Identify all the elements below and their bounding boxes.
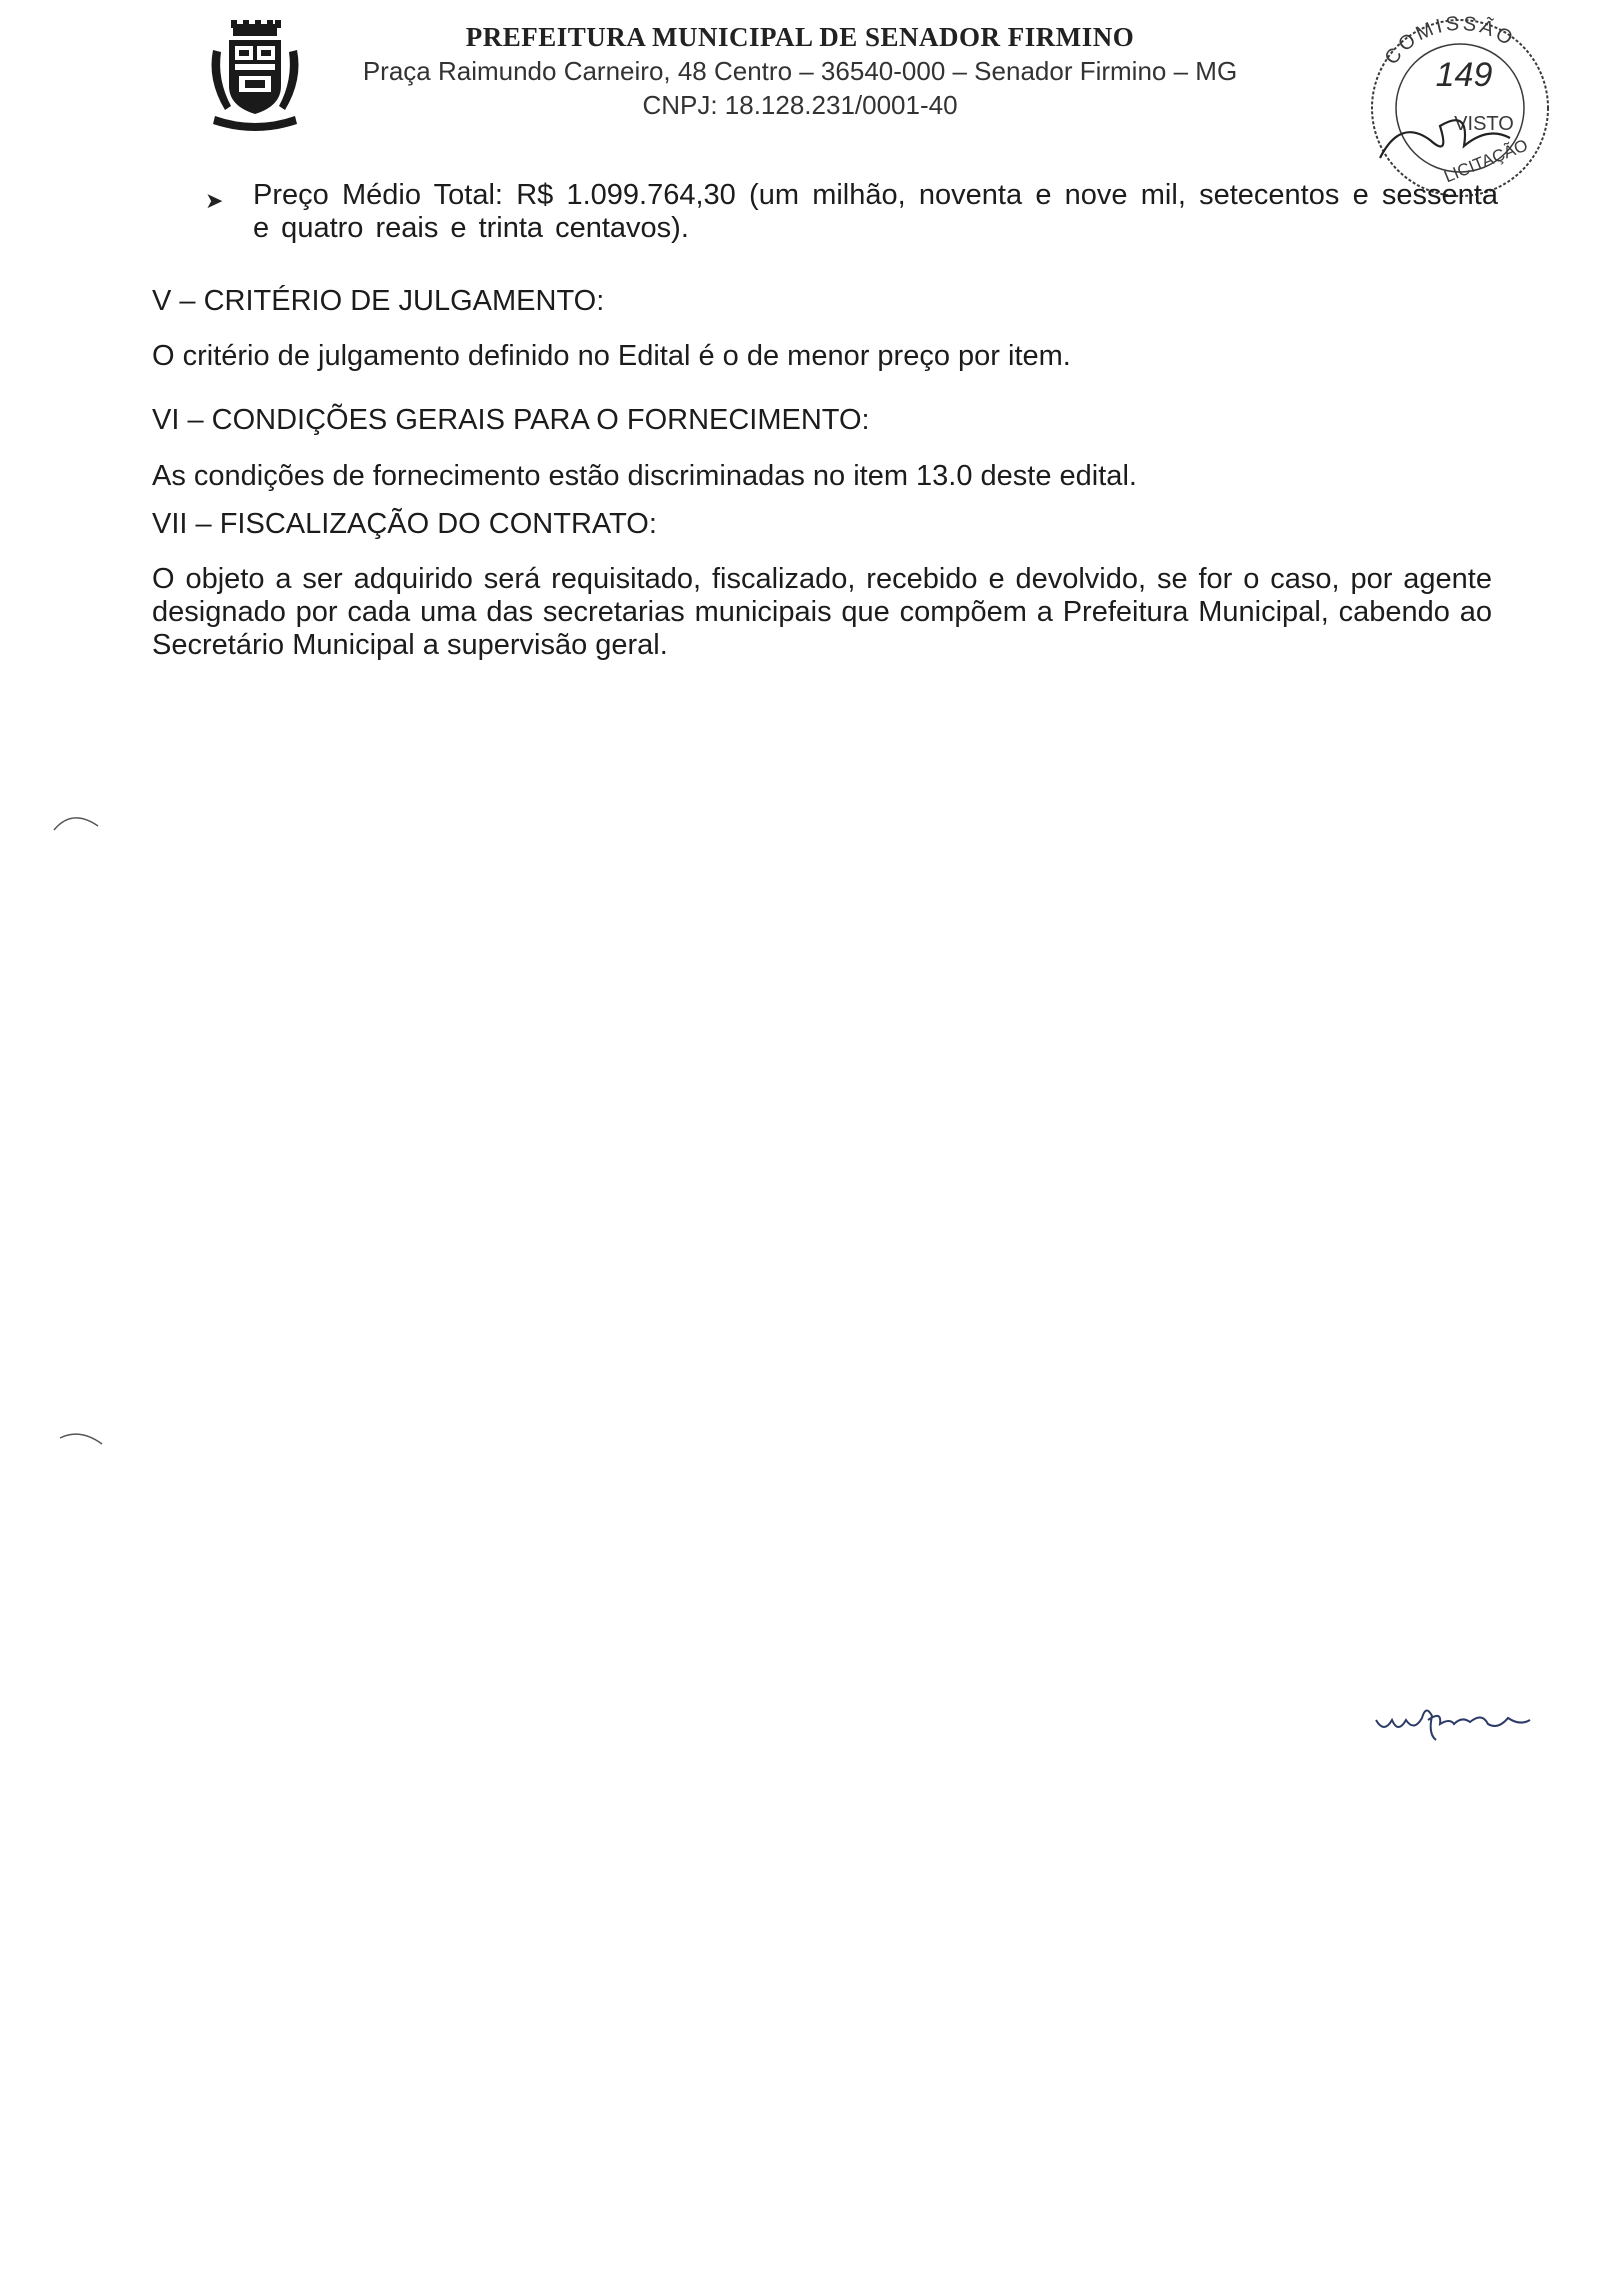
stamp-top-text: COMISSÃO: [1380, 12, 1519, 70]
section-v-text: O critério de julgamento definido no Edital é o de menor preço por item.: [152, 340, 1071, 372]
stamp-page-number: 149: [1435, 56, 1493, 94]
section-v-heading: V – CRITÉRIO DE JULGAMENTO:: [152, 285, 605, 317]
header-cnpj: CNPJ: 18.128.231/0001-40: [642, 90, 958, 120]
handwritten-initials-icon: [1370, 1690, 1540, 1750]
header-title: PREFEITURA MUNICIPAL DE SENADOR FIRMINO: [465, 22, 1135, 52]
section-vi-heading: VI – CONDIÇÕES GERAIS PARA O FORNECIMENTO:: [152, 404, 870, 436]
header-address: Praça Raimundo Carneiro, 48 Centro – 36540-000 – Senador Firmino – MG: [362, 56, 1238, 86]
stamp-visto: VISTO: [1454, 113, 1514, 135]
bullet-arrow-icon: ➤: [205, 188, 224, 213]
stamp-bottom-text: LICITAÇÃO: [1441, 135, 1531, 187]
average-price-total: Preço Médio Total: R$ 1.099.764,30 (um milhão, noventa e nove mil, setecentos e sessenta e quatro reais e trinta centavos).: [253, 179, 1498, 244]
margin-mark-bottom: [58, 1428, 104, 1448]
section-vii-heading: VII – FISCALIZAÇÃO DO CONTRATO:: [152, 508, 657, 540]
section-vii-text: O objeto a ser adquirido será requisitado, fiscalizado, recebido e devolvido, se for o caso, por agente designado por cada uma das secretarias municipais que compõem a Prefeitura Municipal, cabendo ao Secretário Municipal a supervisão geral.: [152, 563, 1492, 661]
section-vi-text: As condições de fornecimento estão discriminadas no item 13.0 deste edital.: [152, 460, 1137, 492]
margin-mark-top: [52, 808, 102, 832]
commission-stamp: [1360, 8, 1560, 198]
